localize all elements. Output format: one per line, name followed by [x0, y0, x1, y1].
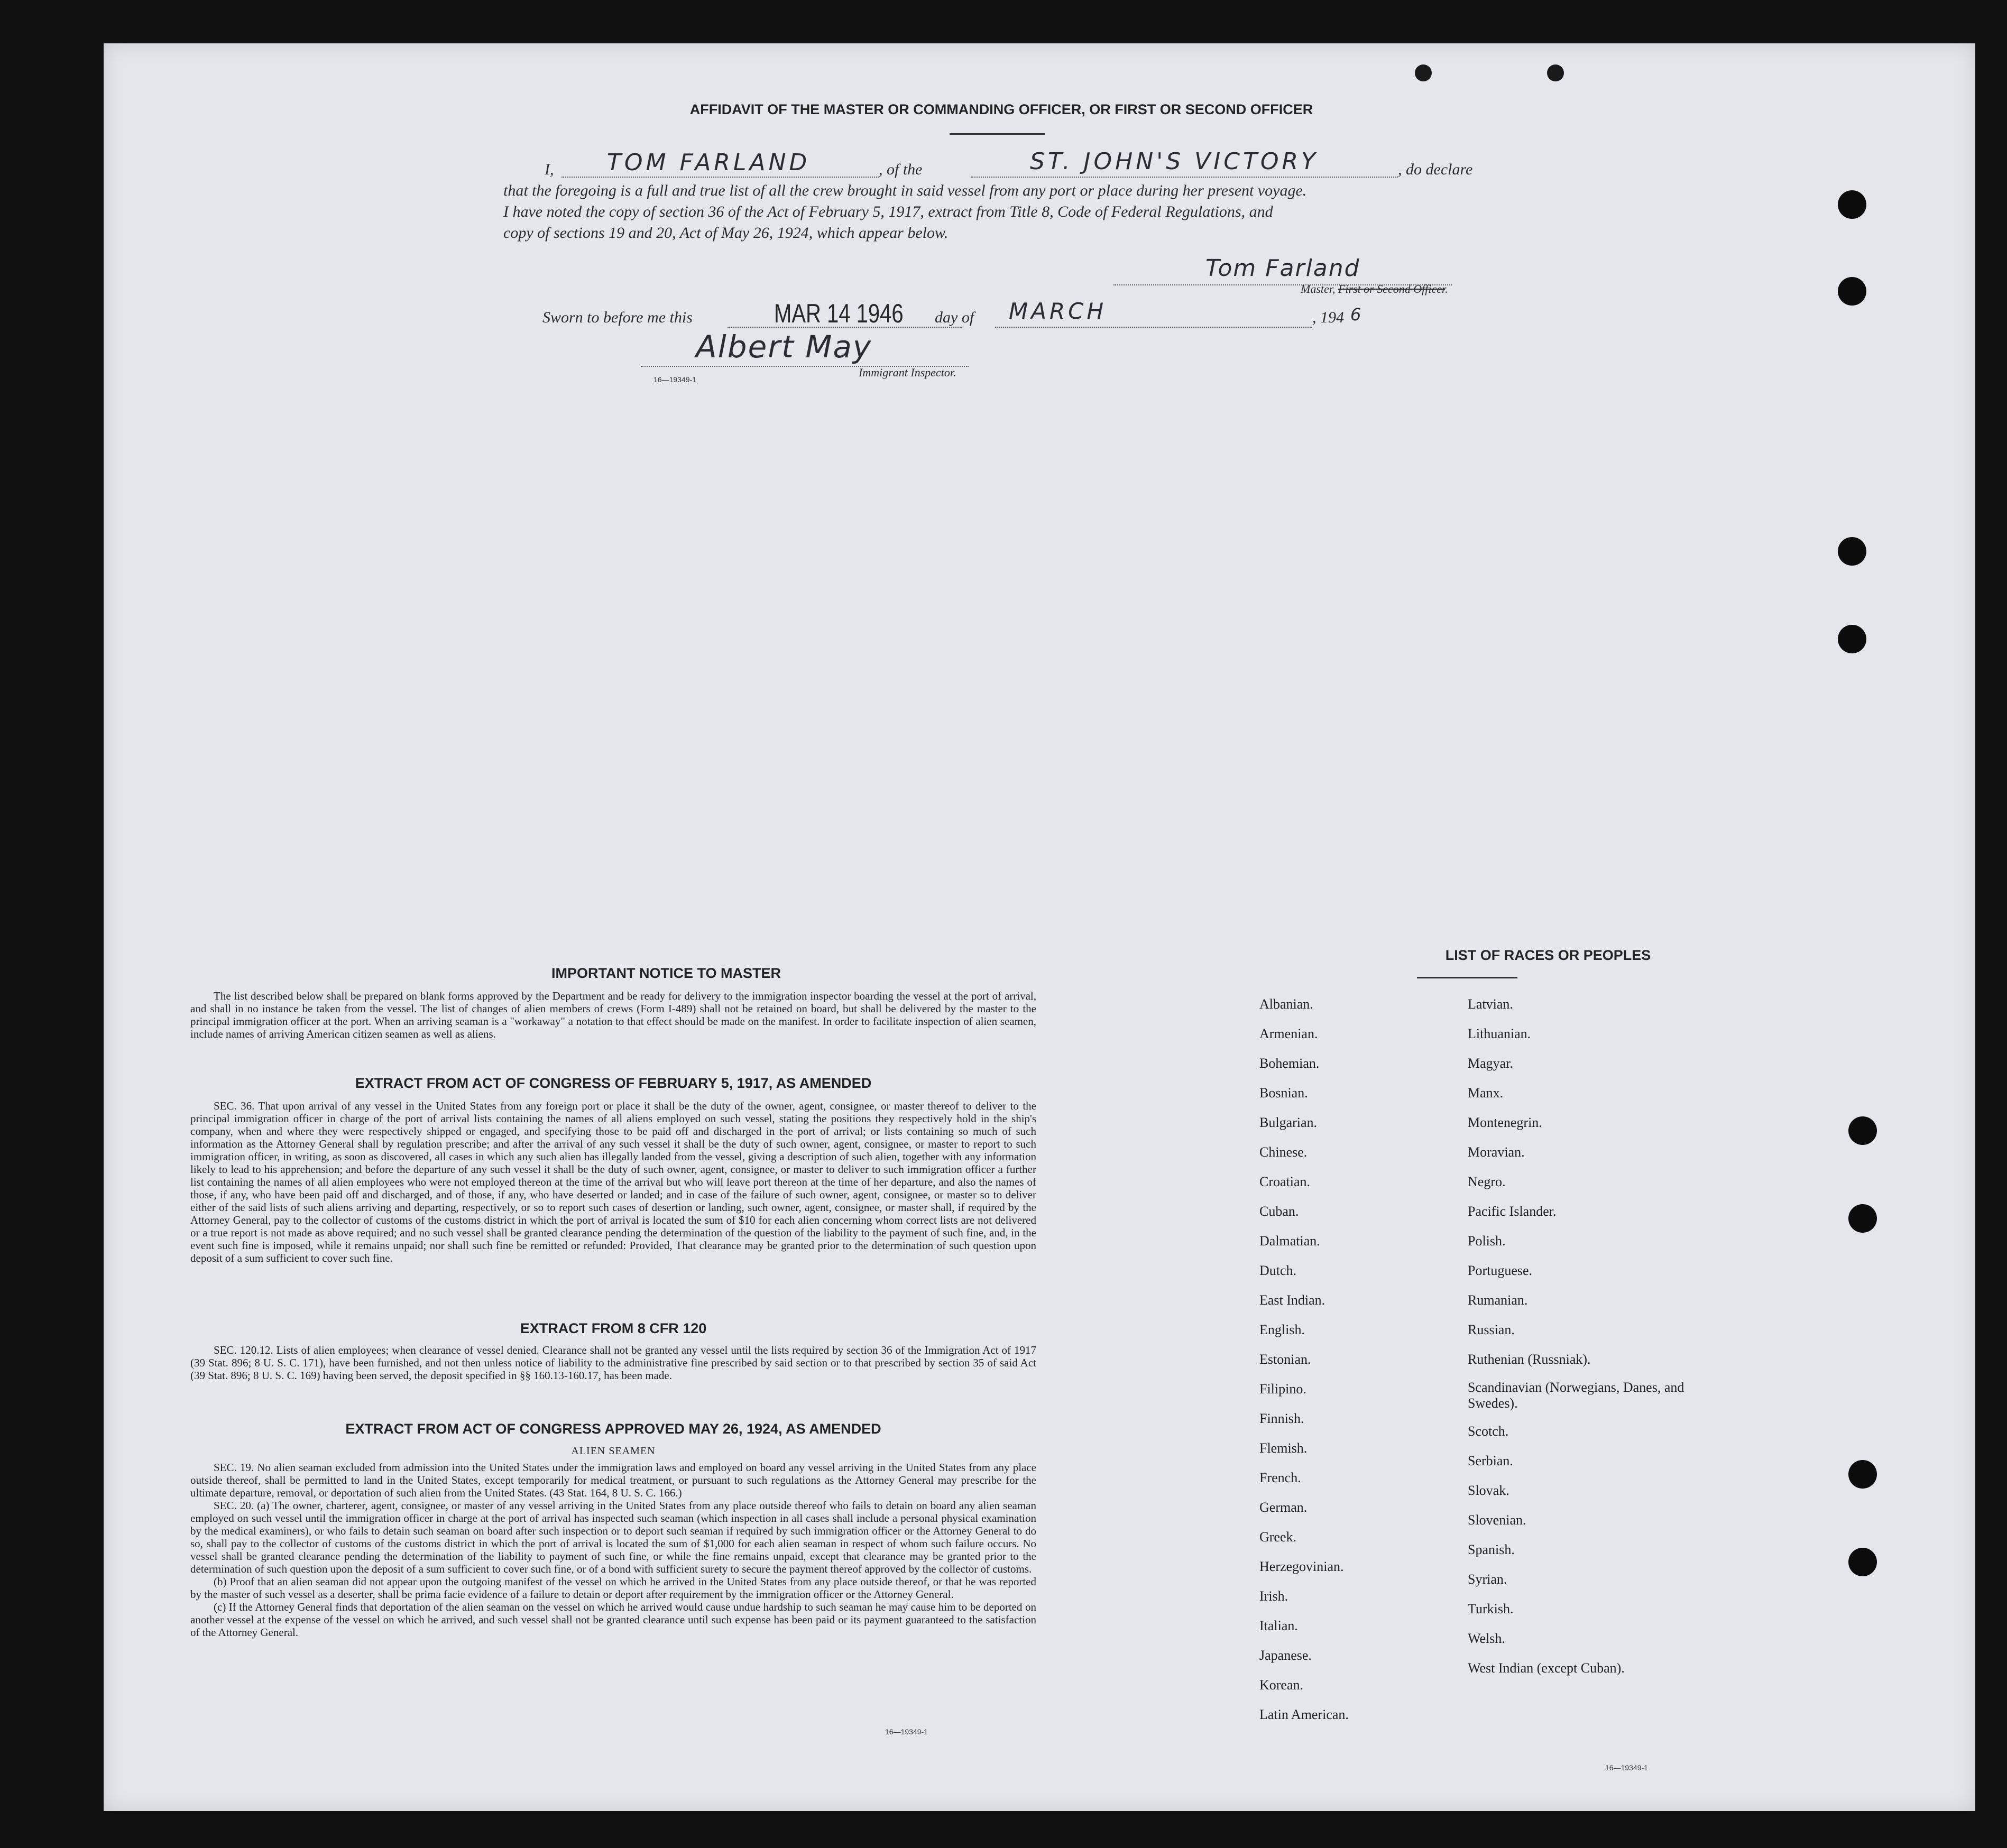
race-item: Korean.: [1259, 1677, 1304, 1693]
affidavit-heading: AFFIDAVIT OF THE MASTER OR COMMANDING OFFICER, OR FIRST OR SECOND OFFICER: [689, 101, 1313, 117]
race-item: Chinese.: [1259, 1144, 1308, 1160]
race-item: Magyar.: [1468, 1056, 1513, 1071]
race-item: Slovenian.: [1468, 1512, 1526, 1528]
notice-body: The list described below shall be prepared on blank forms approved by the Department and be ready for delivery to the immigration inspector boarding the vessel at the port of arrival, and shall in no instance be taken from the vessel. The list of changes of alien members of crews (Form I-489) shall not be retained on board, but shall be delivered by the master to the principal immigration officer at the port. When an arriving seaman is a "workaway" a notation to that effect should be made on the manifest. In order to facilitate inspection of alien seamen, include names of arriving American citizen seamen as well as aliens.: [190, 990, 1036, 1040]
race-item: Dalmatian.: [1259, 1233, 1320, 1249]
master-name-field: TOM FARLAND: [607, 149, 811, 176]
race-item: Turkish.: [1468, 1601, 1514, 1616]
race-item: Manx.: [1468, 1085, 1504, 1101]
race-item: Cuban.: [1259, 1204, 1299, 1219]
document-page: [104, 43, 1975, 1811]
races-left-column: [1259, 990, 1460, 1730]
extract-1924-body: [190, 1461, 1036, 1639]
races-right-column: [1468, 990, 1700, 1683]
race-item: Finnish.: [1259, 1411, 1304, 1426]
race-item: Scandinavian (Norwegians, Danes, and Swedes).: [1468, 1380, 1684, 1411]
race-item: German.: [1259, 1500, 1308, 1515]
punch-hole: [1848, 1204, 1877, 1233]
extract-cfr-body: SEC. 120.12. Lists of alien employees; when clearance of vessel denied. Clearance shall not be granted any vessel until the lists required by section 36 of the Immigration Act of 1917 (39 Stat. 896; 8 U. S. C. 171), have been furnished, and not then unless notice of liability to the administrative fine prescribed by said section or to that prescribed by section 35 of said Act (39 Stat. 896; 8 U. S. C. 169) having been served, the deposit specified in §§ 160.13-160.17, has been made.: [190, 1344, 1036, 1382]
master-caption-struck: First or Second Officer: [1338, 282, 1446, 295]
affidavit-i-label: I,: [545, 161, 554, 178]
race-item: Armenian.: [1259, 1026, 1318, 1041]
race-item: French.: [1259, 1470, 1301, 1485]
affidavit-line-3: I have noted the copy of section 36 of the Act of February 5, 1917, extract from Title 8, Code of Federal Regulations, and: [503, 203, 1273, 220]
sec-20b-text: (b) Proof that an alien seaman did not appear upon the outgoing manifest of the vessel on which he arrived in the United States from any place outside thereof, or that he was reported by the master of such vessel as a deserter, shall be prima facie evidence of a failure to detain or deport after requirement by the immigration officer or the Attorney General.: [190, 1575, 1036, 1601]
race-item: Greek.: [1259, 1529, 1297, 1545]
race-item: Estonian.: [1259, 1352, 1311, 1367]
race-item: Latvian.: [1468, 996, 1513, 1012]
sworn-prefix: Sworn to before me this: [542, 309, 693, 326]
race-item: Scotch.: [1468, 1424, 1509, 1439]
master-caption-suffix: .: [1445, 282, 1448, 295]
race-item: Herzegovinian.: [1259, 1559, 1344, 1574]
race-item: Filipino.: [1259, 1381, 1306, 1397]
race-item: Albanian.: [1259, 996, 1313, 1012]
do-declare-label: , do declare: [1398, 161, 1473, 178]
affidavit-form-number: 16—19349-1: [653, 375, 696, 384]
master-signature: Tom Farland: [1205, 255, 1360, 282]
race-item: Bohemian.: [1259, 1056, 1320, 1071]
date-stamp: MAR 14 1946: [774, 299, 904, 328]
master-caption: [1301, 282, 1448, 296]
extract-cfr-heading: EXTRACT FROM 8 CFR 120: [520, 1320, 707, 1336]
extract-form-number: 16—19349-1: [885, 1727, 928, 1736]
sec-20c-text: (c) If the Attorney General finds that deportation of the alien seaman on the vessel on which he arrived would cause undue hardship to such seaman he may cause him to be deported on another vessel at the expense of the vessel on which he arrived, and such vessel shall not be granted clearance until such expense has been paid or its payment guaranteed to the satisfaction of the Attorney General.: [190, 1601, 1036, 1639]
races-form-number: 16—19349-1: [1605, 1763, 1648, 1772]
race-item: Ruthenian (Russniak).: [1468, 1352, 1591, 1367]
punch-hole: [1848, 1116, 1877, 1145]
month-field: MARCH: [1009, 298, 1107, 324]
sec-20a-text: SEC. 20. (a) The owner, charterer, agent, consignee, or master of any vessel arriving in the United States from any place outside thereof who fails to detain on board any alien seaman employed on such vessel until the immigration officer in charge at the port of arrival has inspected such seaman (which inspection in all cases shall include a personal physical examination by the medical examiners), or who fails to detain such seaman on board after such inspection or to deport such seaman if required by such immigration officer or the Attorney General to do so, shall pay to the collector of customs of the customs district in which the port of arrival is located the sum of $1,000 for each alien seaman in respect of whom such failure occurs. No vessel shall be granted clearance pending the determination of the liability to payment of such fine, or while the fine remains unpaid, except that clearance may be granted prior to the determination of such question upon the deposit of a sum sufficient to cover such fine, or of a bond with sufficient surety to secure the payment thereof approved by the collector of customs.: [190, 1499, 1036, 1575]
race-item: Spanish.: [1468, 1542, 1515, 1557]
race-item: Japanese.: [1259, 1648, 1312, 1663]
punch-mark: [1547, 64, 1564, 81]
punch-hole: [1838, 190, 1866, 219]
punch-hole: [1838, 277, 1866, 306]
vessel-name-field: ST. JOHN'S VICTORY: [1030, 148, 1319, 175]
race-item: Irish.: [1259, 1588, 1288, 1604]
race-item: Rumanian.: [1468, 1292, 1528, 1308]
races-heading-rule: [1417, 977, 1517, 978]
master-caption-prefix: Master,: [1301, 282, 1336, 295]
race-item: Slovak.: [1468, 1483, 1509, 1498]
race-item: Latin American.: [1259, 1707, 1349, 1722]
race-item: East Indian.: [1259, 1292, 1325, 1308]
race-item: Montenegrin.: [1468, 1115, 1542, 1130]
race-item: Serbian.: [1468, 1453, 1513, 1468]
extract-1917-heading: EXTRACT FROM ACT OF CONGRESS OF FEBRUARY 5, 1917, AS AMENDED: [355, 1075, 872, 1091]
race-item: Italian.: [1259, 1618, 1298, 1633]
race-item: English.: [1259, 1322, 1305, 1337]
year-digit: 6: [1350, 304, 1365, 325]
race-item: Croatian.: [1259, 1174, 1311, 1189]
race-item: Moravian.: [1468, 1144, 1525, 1160]
punch-hole: [1848, 1548, 1877, 1576]
race-item: Welsh.: [1468, 1631, 1505, 1646]
punch-hole: [1838, 625, 1866, 653]
race-item: Portuguese.: [1468, 1263, 1533, 1278]
race-item: Syrian.: [1468, 1572, 1507, 1587]
race-item: Flemish.: [1259, 1440, 1308, 1456]
race-item: Bulgarian.: [1259, 1115, 1318, 1130]
month-line: [995, 326, 1312, 328]
vessel-name-line: [971, 175, 1398, 178]
heading-rule: [950, 133, 1045, 135]
race-item: Dutch.: [1259, 1263, 1297, 1278]
affidavit-line-4: copy of sections 19 and 20, Act of May 26, 1924, which appear below.: [503, 224, 949, 242]
inspector-caption: Immigrant Inspector.: [859, 366, 956, 379]
day-of-label: day of: [935, 309, 974, 326]
race-item: Polish.: [1468, 1233, 1506, 1249]
race-item: Pacific Islander.: [1468, 1204, 1557, 1219]
race-item: Russian.: [1468, 1322, 1515, 1337]
of-the-label: , of the: [879, 161, 923, 178]
notice-heading: IMPORTANT NOTICE TO MASTER: [551, 965, 781, 981]
race-item: West Indian (except Cuban).: [1468, 1660, 1625, 1676]
extract-1924-heading: EXTRACT FROM ACT OF CONGRESS APPROVED MAY 26, 1924, AS AMENDED: [345, 1421, 881, 1437]
races-heading: LIST OF RACES OR PEOPLES: [1445, 947, 1651, 963]
punch-mark: [1415, 64, 1432, 81]
affidavit-line-2: that the foregoing is a full and true list of all the crew brought in said vessel from any port or place during her present voyage.: [503, 182, 1307, 199]
punch-hole: [1838, 537, 1866, 566]
race-item: Negro.: [1468, 1174, 1506, 1189]
inspector-signature: Albert May: [696, 329, 872, 365]
race-item: Bosnian.: [1259, 1085, 1308, 1101]
alien-seamen-subheading: ALIEN SEAMEN: [571, 1445, 656, 1457]
sec-19-text: SEC. 19. No alien seaman excluded from admission into the United States under the immigration laws and employed on board any vessel arriving in the United States from any place outside thereof, shall be permitted to land in the United States, except temporarily for medical treatment, or pursuant to such regulations as the Attorney General may prescribe for the ultimate departure, removal, or deportation of such alien from the United States. (43 Stat. 164, 8 U. S. C. 166.): [190, 1461, 1036, 1499]
punch-hole: [1848, 1460, 1877, 1489]
year-prefix: , 194: [1312, 309, 1344, 326]
race-item: Lithuanian.: [1468, 1026, 1531, 1041]
extract-1917-body: SEC. 36. That upon arrival of any vessel in the United States from any foreign port or place it shall be the duty of the owner, agent, consignee, or master thereof to deliver to the principal immigration officer in charge of the port of arrival lists containing the names of all aliens employed on such vessel, stating the positions they respectively hold in the ship's company, when and where they were respectively shipped or engaged, and specifying those to be paid off and discharged in the port of arrival; or lists containing so much of such information as the Attorney General shall by regulation prescribe; and after the arrival of any such vessel it shall be the duty of such owner, agent, consignee, or master to report to such immigration officer, in writing, as soon as discovered, all cases in which any such alien has illegally landed from the vessel, giving a description of such alien, together with any information likely to lead to his apprehension; and before the departure of any such vessel it shall be the duty of such owner, agent, consignee, or master to deliver to such immigration officer a further list containing the names of all alien employees who were not employed thereon at the time of the arrival but who will leave port thereon at the time of her departure, and also the names of those, if any, who have been paid off and discharged, and of those, if any, who have deserted or landed; and in case of the failure of such owner, agent, consignee, or master so to deliver either of the said lists of such aliens arriving and departing, respectively, or so to report such cases of desertion or landing, such owner, agent, consignee, or master shall, if required by the Attorney General, pay to the collector of customs of the customs district in which the port of arrival is located the sum of $10 for each alien concerning whom correct lists are not delivered or a true report is not made as above required; and no such vessel shall be granted clearance pending the determination of the question of the liability to the payment of such fine, and, in the event such fine is imposed, while it remains unpaid; nor shall such fine be remitted or refunded: Provided, That clearance may be granted prior to the determination of such question upon deposit of a sum sufficient to cover such fine.: [190, 1099, 1036, 1264]
